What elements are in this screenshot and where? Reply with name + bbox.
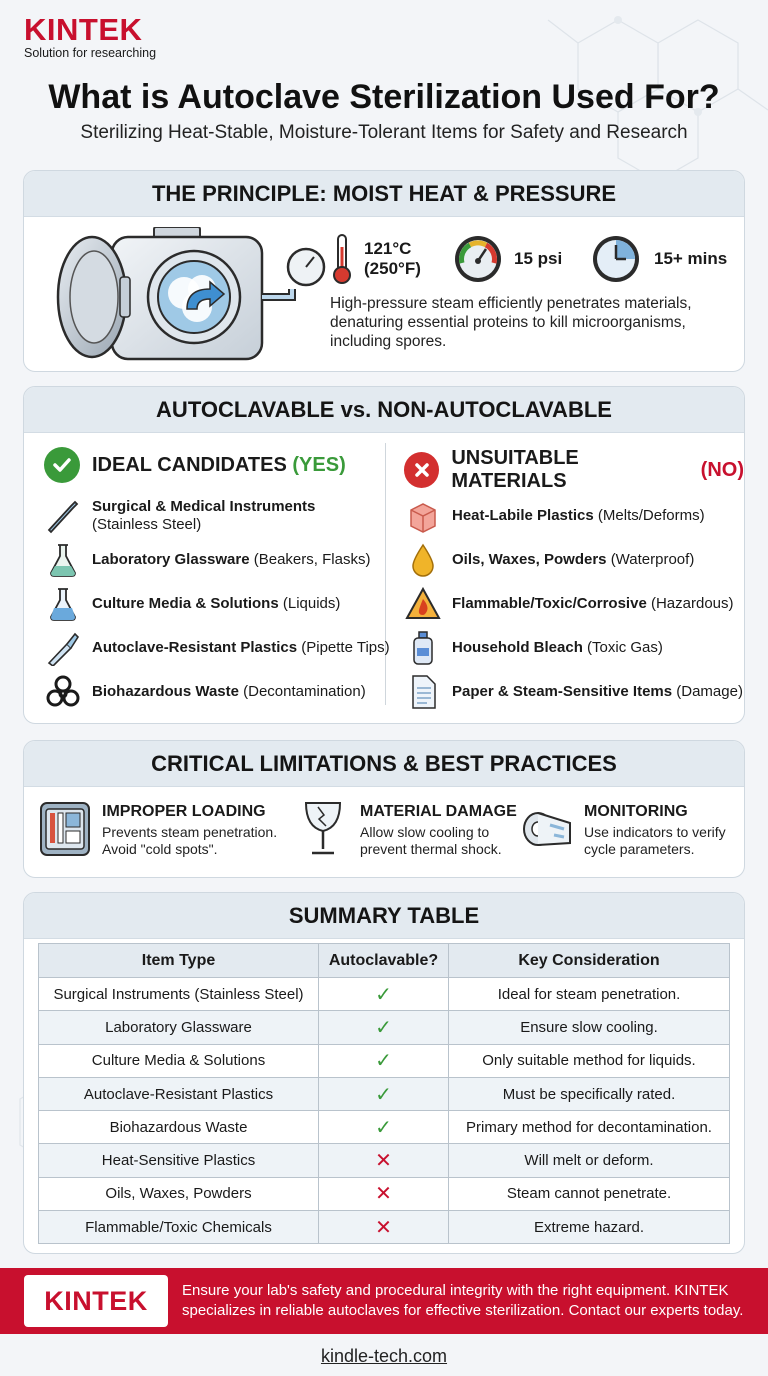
summary-panel <box>23 892 745 1254</box>
table-row <box>39 1211 730 1244</box>
item-type-cell: Heat-Sensitive Plastics <box>39 1144 319 1177</box>
item-note: (Toxic Gas) <box>587 639 663 656</box>
x-circle-icon <box>404 452 439 488</box>
item-note: (Beakers, Flasks) <box>253 551 371 568</box>
list-item <box>44 629 390 667</box>
limitation-title: IMPROPER LOADING <box>102 803 266 820</box>
item-bold: Culture Media & Solutions <box>92 595 279 612</box>
limitation-line: prevent thermal shock. <box>360 841 502 857</box>
pipette-icon <box>44 629 82 667</box>
item-note: (Stainless Steel) <box>92 516 202 533</box>
ideal-candidates-heading <box>44 447 346 483</box>
table-header-row <box>39 944 730 978</box>
list-item <box>44 673 366 711</box>
limitation-line: Use indicators to verify <box>584 824 726 840</box>
pressure-gauge-icon <box>452 233 504 285</box>
limitation-line: Avoid "cold spots". <box>102 841 218 857</box>
item-bold: Paper & Steam-Sensitive Items <box>452 683 673 700</box>
autoclavable-cell <box>319 1111 449 1144</box>
ideal-tag: (YES) <box>292 453 346 476</box>
item-type-cell: Oils, Waxes, Powders <box>39 1177 319 1210</box>
consideration-cell: Ensure slow cooling. <box>449 1011 730 1044</box>
comparison-panel <box>23 386 745 724</box>
x-icon: ✕ <box>375 1183 392 1206</box>
autoclavable-cell <box>319 1177 449 1210</box>
limitation-title: MATERIAL DAMAGE <box>360 803 517 820</box>
list-item <box>404 497 705 535</box>
autoclavable-cell <box>319 1044 449 1077</box>
item-note: (Damage) <box>676 683 743 700</box>
item-note: (Decontamination) <box>243 683 366 700</box>
pressure-value: 15 psi <box>514 249 563 268</box>
item-note: (Waterproof) <box>610 551 695 568</box>
biohazard-icon <box>44 673 82 711</box>
list-item <box>404 629 663 667</box>
list-item <box>404 585 734 623</box>
item-bold: Heat-Labile Plastics <box>452 507 594 524</box>
item-bold: Biohazardous Waste <box>92 683 239 700</box>
list-item <box>404 541 694 579</box>
limitation-item <box>520 799 726 859</box>
table-row <box>39 1011 730 1044</box>
ideal-title: IDEAL CANDIDATES <box>92 453 287 476</box>
item-note: (Hazardous) <box>650 595 734 612</box>
list-item <box>44 585 340 623</box>
limitations-heading: CRITICAL LIMITATIONS & BEST PRACTICES <box>24 741 744 787</box>
limitation-line: Prevents steam penetration. <box>102 824 278 840</box>
page-subtitle: Sterilizing Heat-Stable, Moisture-Tolerant Items for Safety and Research <box>80 122 688 143</box>
column-header: Key Consideration <box>449 944 730 978</box>
check-circle-icon <box>44 447 80 483</box>
time-stat <box>590 233 727 285</box>
autoclavable-cell <box>319 978 449 1011</box>
x-icon: ✕ <box>375 1216 392 1239</box>
item-bold: Autoclave-Resistant Plastics <box>92 639 298 656</box>
unsuitable-title: UNSUITABLE MATERIALS <box>451 447 579 492</box>
consideration-cell: Steam cannot penetrate. <box>449 1177 730 1210</box>
check-icon: ✓ <box>375 1050 392 1073</box>
thermometer-icon <box>330 233 354 285</box>
limitation-line: cycle parameters. <box>584 841 695 857</box>
footer-logo[interactable]: KINTEK <box>24 1275 168 1327</box>
table-row <box>39 978 730 1011</box>
cube-icon <box>404 497 442 535</box>
brand-logo[interactable] <box>24 14 156 60</box>
footer-text: Ensure your lab's safety and procedural integrity with the right equipment. KINTEK specializes in reliable autoclaves for effective sterilization. Contact our experts today. <box>182 1282 744 1319</box>
list-item <box>44 541 370 579</box>
item-note: (Pipette Tips) <box>301 639 390 656</box>
flask-icon <box>44 541 82 579</box>
table-row <box>39 1077 730 1110</box>
comparison-heading: AUTOCLAVABLE vs. NON-AUTOCLAVABLE <box>24 387 744 433</box>
table-row <box>39 1177 730 1210</box>
consideration-cell: Ideal for steam penetration. <box>449 978 730 1011</box>
item-type-cell: Autoclave-Resistant Plastics <box>39 1077 319 1110</box>
principle-heading: THE PRINCIPLE: MOIST HEAT & PRESSURE <box>24 171 744 217</box>
item-bold: Household Bleach <box>452 639 583 656</box>
check-icon: ✓ <box>375 983 392 1006</box>
autoclavable-cell <box>319 1144 449 1177</box>
item-type-cell: Surgical Instruments (Stainless Steel) <box>39 978 319 1011</box>
limitation-line: Allow slow cooling to <box>360 824 490 840</box>
summary-table <box>38 943 730 1244</box>
limitations-panel <box>23 740 745 878</box>
scalpel-icon <box>44 497 82 535</box>
cracked-glass-icon <box>296 799 350 859</box>
autoclavable-cell <box>319 1077 449 1110</box>
unsuitable-materials-heading <box>404 447 744 493</box>
clock-icon <box>590 233 642 285</box>
table-row <box>39 1144 730 1177</box>
time-value: 15+ mins <box>654 249 728 268</box>
pressure-stat <box>452 233 562 285</box>
check-icon: ✓ <box>375 1016 392 1039</box>
autoclave-illustration <box>52 227 330 361</box>
consideration-cell: Extreme hazard. <box>449 1211 730 1244</box>
limitation-title: MONITORING <box>584 803 688 820</box>
autoclavable-cell <box>319 1211 449 1244</box>
flask-icon <box>44 585 82 623</box>
item-type-cell: Flammable/Toxic Chemicals <box>39 1211 319 1244</box>
consideration-cell: Only suitable method for liquids. <box>449 1044 730 1077</box>
item-type-cell: Biohazardous Waste <box>39 1111 319 1144</box>
website-link[interactable]: kindle-tech.com <box>320 1346 448 1366</box>
consideration-cell: Must be specifically rated. <box>449 1077 730 1110</box>
item-bold: Laboratory Glassware <box>92 551 250 568</box>
document-icon <box>404 673 442 711</box>
consideration-cell: Primary method for decontamination. <box>449 1111 730 1144</box>
limitation-item <box>296 799 517 859</box>
unsuitable-tag: (NO) <box>700 458 744 481</box>
item-bold: Surgical & Medical Instruments <box>92 498 316 515</box>
fire-warning-icon <box>404 585 442 623</box>
brand-tagline: Solution for researching <box>24 46 157 60</box>
check-icon: ✓ <box>375 1116 392 1139</box>
brand-name: KINTEK <box>24 12 143 47</box>
consideration-cell: Will melt or deform. <box>449 1144 730 1177</box>
drop-icon <box>404 541 442 579</box>
page-title: What is Autoclave Sterilization Used For? <box>48 78 720 116</box>
column-header: Item Type <box>39 944 319 978</box>
check-icon: ✓ <box>375 1083 392 1106</box>
item-bold: Oils, Waxes, Powders <box>452 551 607 568</box>
table-row <box>39 1044 730 1077</box>
temperature-celsius: 121°C <box>364 239 412 258</box>
limitation-item <box>38 799 277 859</box>
temperature-fahrenheit: (250°F) <box>364 259 421 278</box>
item-note: (Liquids) <box>282 595 341 612</box>
bottle-icon <box>404 629 442 667</box>
column-header: Autoclavable? <box>319 944 449 978</box>
list-item <box>44 497 315 535</box>
item-bold: Flammable/Toxic/Corrosive <box>452 595 647 612</box>
loading-tray-icon <box>38 799 92 859</box>
x-icon: ✕ <box>375 1150 392 1173</box>
indicator-tape-icon <box>520 799 574 859</box>
temperature-stat <box>330 233 421 285</box>
item-note: (Melts/Deforms) <box>597 507 705 524</box>
footer-banner <box>0 1268 768 1334</box>
summary-heading: SUMMARY TABLE <box>24 893 744 939</box>
principle-panel <box>23 170 745 372</box>
principle-description: High-pressure steam efficiently penetrates materials, denaturing essential proteins to kill microorganisms, including spores. <box>330 295 692 350</box>
autoclavable-cell <box>319 1011 449 1044</box>
table-row <box>39 1111 730 1144</box>
list-item <box>404 673 743 711</box>
item-type-cell: Laboratory Glassware <box>39 1011 319 1044</box>
item-type-cell: Culture Media & Solutions <box>39 1044 319 1077</box>
